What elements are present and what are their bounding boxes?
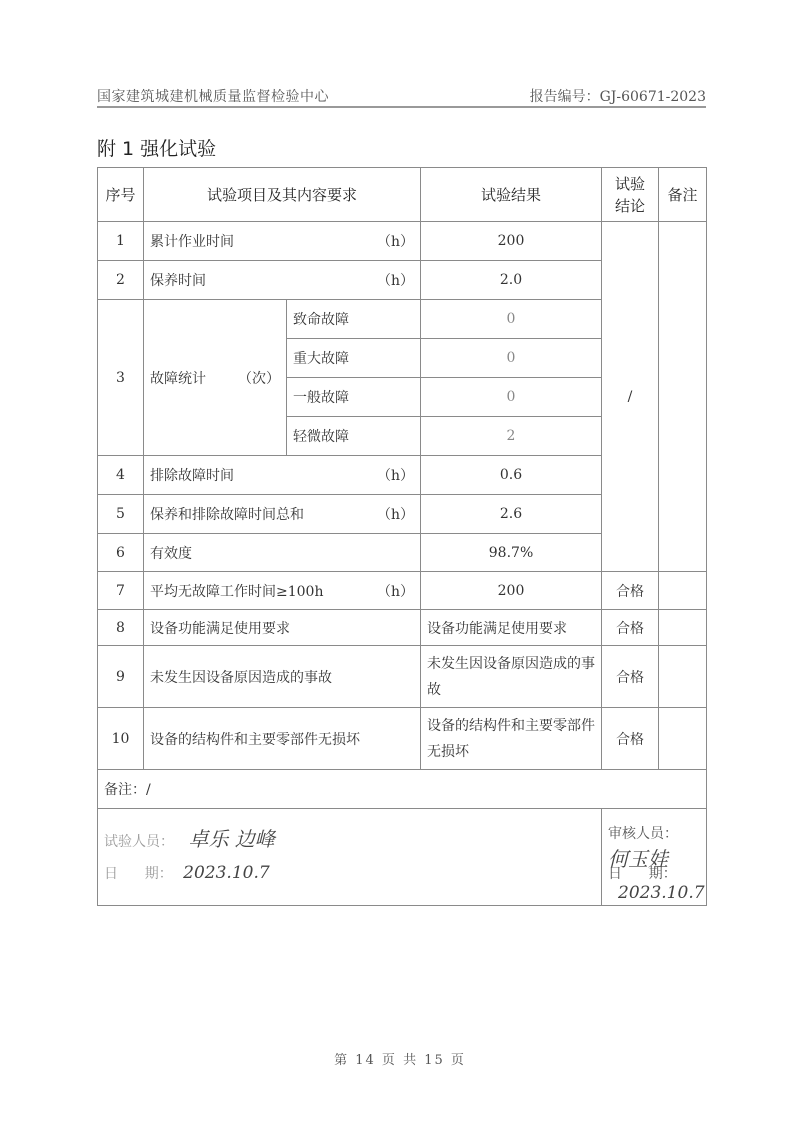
row-item: 排除故障时间 （h） [144, 456, 421, 495]
sub-item: 轻微故障 [287, 417, 421, 456]
merged-conclusion: / [602, 222, 659, 572]
page-title: 附 1 强化试验 [97, 138, 217, 160]
row-item: 平均无故障工作时间≥100h （h） [144, 572, 421, 610]
row-no: 1 [98, 222, 144, 261]
row-no: 4 [98, 456, 144, 495]
sub-item: 一般故障 [287, 378, 421, 417]
row-result: 设备功能满足使用要求 [421, 610, 602, 646]
reviewer-date-label: 日 期： [608, 866, 677, 882]
col-header-remark: 备注 [659, 168, 707, 222]
row-conclusion: 合格 [602, 708, 659, 770]
header-divider [97, 106, 706, 108]
sub-result: 0 [421, 378, 602, 417]
row-remark [659, 572, 707, 610]
sub-item: 致命故障 [287, 300, 421, 339]
row-remark [659, 646, 707, 708]
col-header-item: 试验项目及其内容要求 [144, 168, 421, 222]
row-result: 200 [421, 222, 602, 261]
col-header-conclusion: 试验 结论 [602, 168, 659, 222]
row-no: 7 [98, 572, 144, 610]
row-result: 设备的结构件和主要零部件无损坏 [421, 708, 602, 770]
tester-signature-block [98, 809, 602, 906]
row-no: 6 [98, 534, 144, 572]
table-row [98, 708, 707, 770]
row-no: 10 [98, 708, 144, 770]
row-result: 98.7% [421, 534, 602, 572]
col-header-result: 试验结果 [421, 168, 602, 222]
merged-remark [659, 222, 707, 572]
table-row [98, 610, 707, 646]
sub-result: 0 [421, 339, 602, 378]
row-conclusion: 合格 [602, 572, 659, 610]
remarks-row [98, 770, 707, 809]
sub-result: 0 [421, 300, 602, 339]
tester-signature: 卓乐 边峰 [188, 827, 275, 851]
page-number: 第 14 页 共 15 页 [334, 1053, 466, 1068]
row-item: 设备的结构件和主要零部件无损坏 [144, 708, 421, 770]
strengthening-test-table [97, 167, 707, 906]
row-item: 累计作业时间 （h） [144, 222, 421, 261]
organization-name: 国家建筑城建机械质量监督检验中心 [97, 89, 329, 105]
table-header-row [98, 168, 707, 222]
row-no: 9 [98, 646, 144, 708]
row-no: 5 [98, 495, 144, 534]
row-remark [659, 708, 707, 770]
reviewer-signature: 何玉娃 [608, 847, 669, 871]
row-no: 3 [98, 300, 144, 456]
row-item: 保养和排除故障时间总和 （h） [144, 495, 421, 534]
signature-row [98, 809, 707, 906]
row-item: 未发生因设备原因造成的事故 [144, 646, 421, 708]
row-result: 2.0 [421, 261, 602, 300]
row-item: 有效度 [144, 534, 421, 572]
row-no: 8 [98, 610, 144, 646]
sub-item: 重大故障 [287, 339, 421, 378]
table-row [98, 646, 707, 708]
row-conclusion: 合格 [602, 610, 659, 646]
row-result: 0.6 [421, 456, 602, 495]
row-result: 200 [421, 572, 602, 610]
row-result: 2.6 [421, 495, 602, 534]
row-item: 设备功能满足使用要求 [144, 610, 421, 646]
reviewer-date: 2023.10.7 [618, 883, 705, 903]
tester-date: 2023.10.7 [183, 863, 270, 883]
row-item: 保养时间 （h） [144, 261, 421, 300]
row-no: 2 [98, 261, 144, 300]
tester-label: 试验人员： [104, 834, 174, 850]
col-header-no: 序号 [98, 168, 144, 222]
row-item: 故障统计 （次） [144, 300, 287, 456]
row-conclusion: 合格 [602, 646, 659, 708]
tester-date-label: 日 期： [104, 866, 173, 882]
table-row [98, 572, 707, 610]
report-number: 报告编号：GJ-60671-2023 [529, 89, 706, 105]
row-result: 未发生因设备原因造成的事故 [421, 646, 602, 708]
row-remark [659, 610, 707, 646]
reviewer-label: 审核人员： [608, 826, 679, 842]
table-row [98, 222, 707, 261]
remarks-text: 备注：/ [98, 770, 707, 809]
reviewer-signature-block [602, 809, 707, 906]
sub-result: 2 [421, 417, 602, 456]
